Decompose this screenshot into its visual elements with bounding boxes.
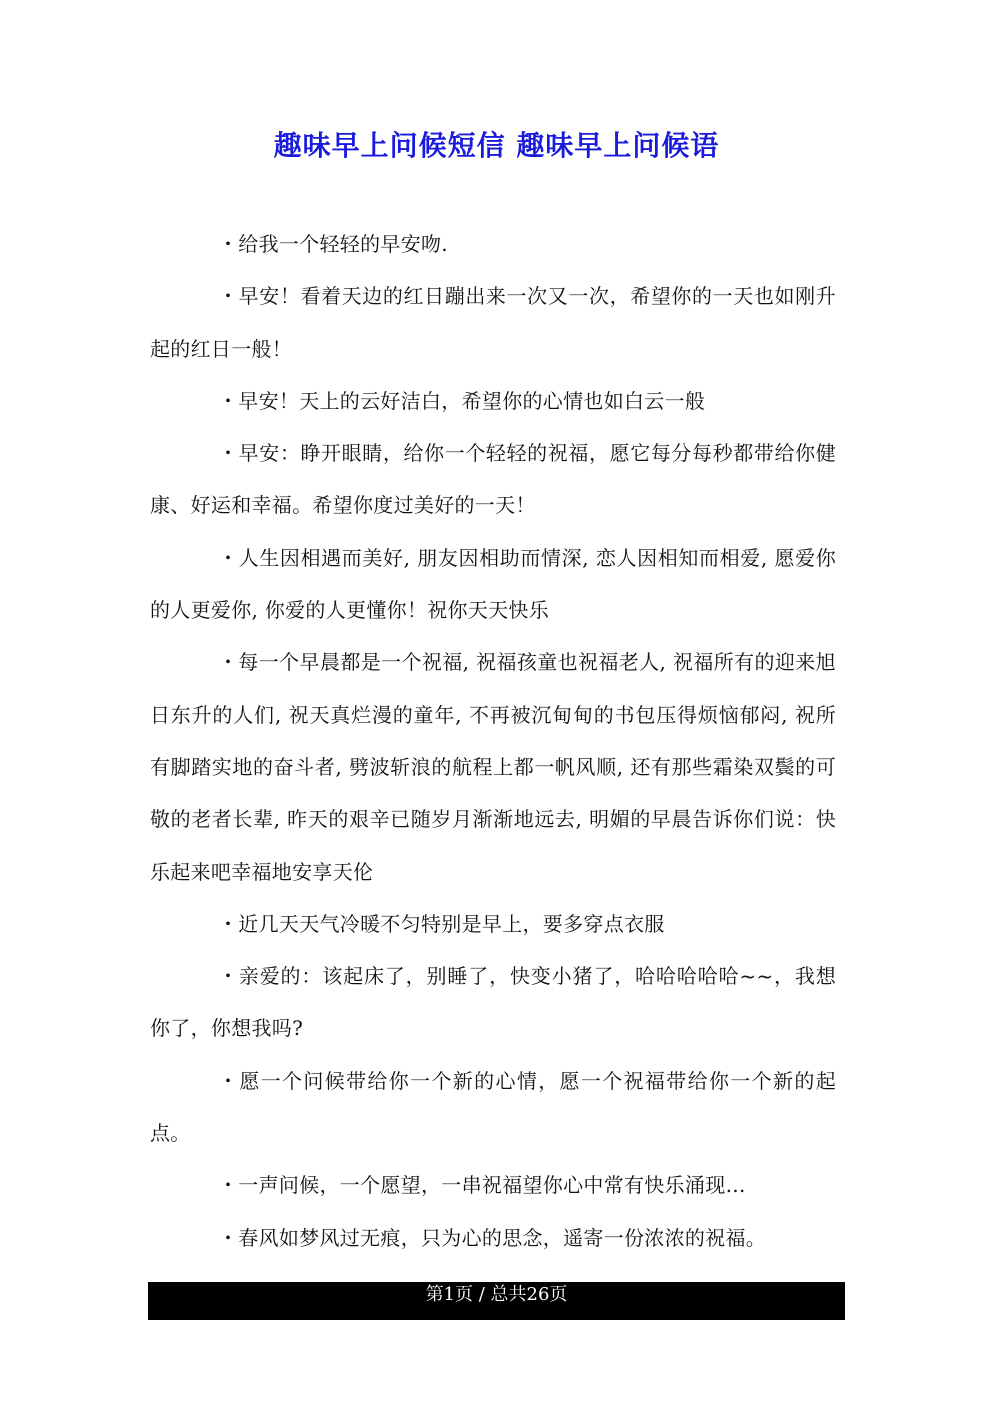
paragraph: ・给我一个轻轻的早安吻.	[218, 232, 448, 256]
document-body	[150, 218, 836, 1264]
paragraph: ・人生因相遇而美好, 朋友因相助而情深, 恋人因相知而相爱, 愿爱你的人更爱你, 你爱的人更懂你！祝你天天快乐	[150, 545, 836, 623]
paragraph: ・一声问候，一个愿望，一串祝福望你心中常有快乐涌现…	[218, 1173, 746, 1198]
paragraph: ・春风如梦风过无痕，只为心的思念，遥寄一份浓浓的祝福。	[218, 1225, 767, 1250]
page-title: 趣味早上问候短信 趣味早上问候语	[273, 129, 720, 162]
paragraph: ・每一个早晨都是一个祝福, 祝福孩童也祝福老人, 祝福所有的迎来旭日东升的人们, 祝天真烂漫的童年, 不再被沉甸甸的书包压得烦恼郁闷, 祝所有脚踏实地的奋斗者, 劈波斩浪的航程上都一帆风顺, 还有那些霜染双鬓的可敬的老者长辈, 昨天的艰辛已随岁月渐渐地远去, 明媚的早晨告诉你们说：快乐起来吧幸福地安享天伦	[150, 650, 836, 884]
paragraph: ・早安！天上的云好洁白，希望你的心情也如白云一般	[218, 388, 706, 413]
paragraph: ・亲爱的：该起床了，别睡了，快变小猪了，哈哈哈哈哈~~，我想你了，你想我吗?	[150, 964, 836, 1041]
page-footer-bar	[148, 1282, 845, 1320]
paragraph: ・早安：睁开眼睛，给你一个轻轻的祝福，愿它每分每秒都带给你健康、好运和幸福。希望你度过美好的一天！	[150, 441, 836, 518]
paragraph: ・愿一个问候带给你一个新的心情，愿一个祝福带给你一个新的起点。	[150, 1068, 836, 1146]
paragraph: ・早安！看着天边的红日蹦出来一次又一次，希望你的一天也如刚升起的红日一般！	[150, 284, 836, 361]
paragraph: ・近几天天气冷暖不匀特别是早上，要多穿点衣服	[218, 911, 665, 936]
page-indicator: 第1页 / 总共26页	[425, 1284, 568, 1305]
